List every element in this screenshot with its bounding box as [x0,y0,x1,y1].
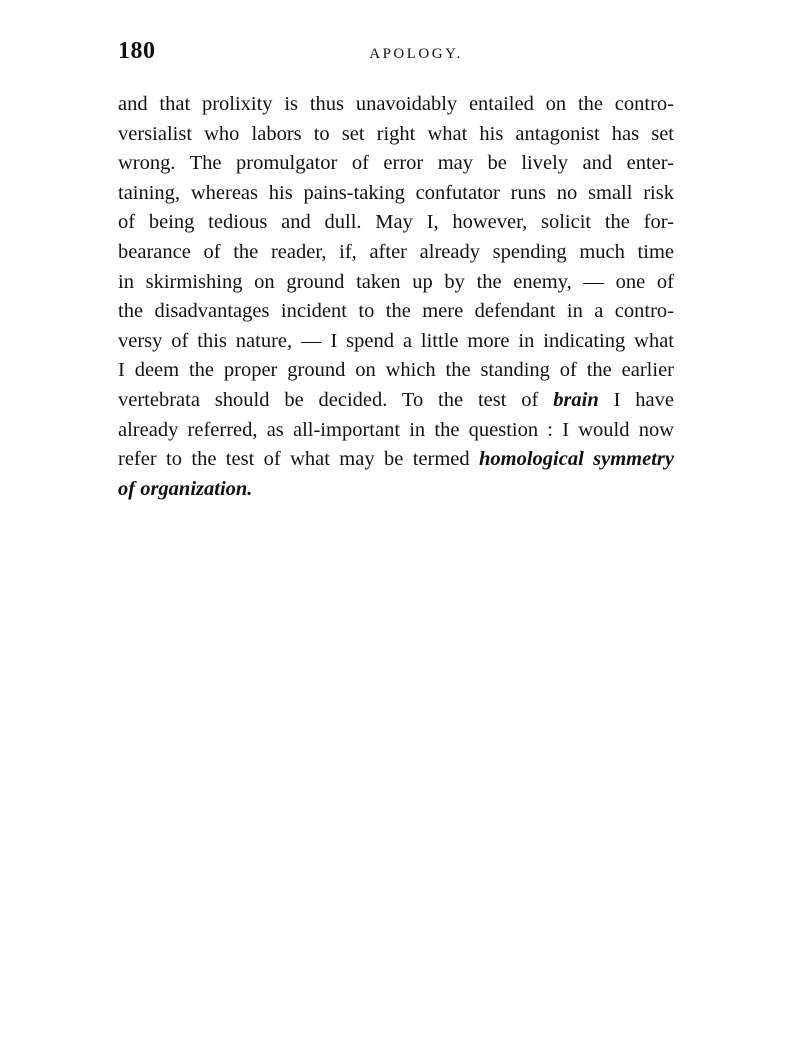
text-line: and that prolixity is thus unavoidably entailed on the contro- [118,93,674,115]
running-head: APOLOGY. [369,46,463,62]
text-span: vertebrata should be decided. To the test of [118,388,554,411]
text-line: I deem the proper ground on which the standing of the earlier [118,359,674,382]
text-line: versialist who labors to set right what his antagonist has set [118,122,674,145]
text-line-last [118,475,674,505]
body-paragraph [118,90,674,504]
text-line: versy of this nature, — I spend a little more in indicating what [118,329,674,352]
text-line: wrong. The promulgator of error may be lively and enter- [118,152,674,175]
text-line [118,386,674,416]
text-span: I have [598,388,675,411]
emphasis-of-organization: of organization. [118,477,253,500]
emphasis-homological-symmetry: homological symmetry [479,448,674,471]
text-span: refer to the test of what may be termed [118,448,479,471]
text-line: the disadvantages incident to the mere defendant in a contro- [118,300,674,323]
text-line: of being tedious and dull. May I, however, solicit the for- [118,211,674,234]
text-line: bearance of the reader, if, after already spending much time [118,240,674,263]
text-line: in skirmishing on ground taken up by the enemy, — one of [118,270,674,293]
text-line [118,445,674,475]
page-number: 180 [118,38,156,64]
text-line: already referred, as all-important in the question : I would now [118,418,674,441]
page-header [118,38,674,72]
text-line: taining, whereas his pains-taking confutator runs no small risk [118,181,674,204]
emphasis-brain: brain [553,388,599,411]
